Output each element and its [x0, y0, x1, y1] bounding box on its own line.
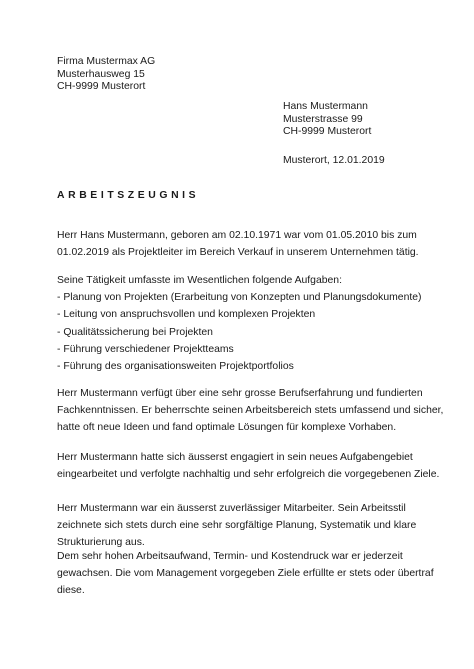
paragraph-line: Herr Mustermann verfügt über eine sehr grosse Berufserfahrung und fundierten [57, 388, 423, 399]
sender-city: CH-9999 Musterort [57, 81, 146, 92]
paragraph-line: Herr Mustermann war ein äusserst zuverlässiger Mitarbeiter. Sein Arbeitsstil [57, 503, 406, 514]
task-list-item: - Qualitätssicherung bei Projekten [57, 326, 213, 338]
paragraph-pressure [57, 548, 434, 600]
paragraph-line: 01.02.2019 als Projektleiter im Bereich Verkauf in unserem Unternehmen tätig. [57, 247, 419, 259]
paragraph-intro [57, 227, 419, 261]
paragraph-line: Seine Tätigkeit umfasste im Wesentlichen folgende Aufgaben: [57, 275, 342, 286]
paragraph-engagement [57, 449, 439, 483]
paragraph-line: hatte oft neue Ideen und fand optimale Lösungen für komplexe Vorhaben. [57, 422, 397, 434]
task-list-item: - Leitung von anspruchsvollen und komplexen Projekten [57, 309, 316, 321]
paragraph-line: gewachsen. Die vom Management vorgegeben Ziele erfüllte er stets oder übertraf [57, 568, 434, 580]
task-list-item: - Planung von Projekten (Erarbeitung von Konzepten und Planungsdokumente) [57, 292, 422, 304]
document-date: Musterort, 12.01.2019 [283, 155, 385, 166]
paragraph-line: zeichnete sich stets durch eine sehr sorgfältige Planung, Systematik und klare [57, 520, 417, 532]
paragraph-tasks [57, 272, 422, 375]
paragraph-experience [57, 385, 443, 437]
sender-company: Firma Mustermax AG [57, 56, 156, 67]
recipient-city: CH-9999 Musterort [283, 126, 372, 137]
paragraph-line: eingearbeitet und verfolgte nachhaltig und sehr erfolgreich die vorgegebenen Ziele. [57, 469, 440, 481]
recipient-name: Hans Mustermann [283, 101, 368, 112]
paragraph-line: Fachkenntnissen. Er beherrschte seinen Arbeitsbereich stets umfassend und sicher, [57, 405, 444, 417]
paragraph-line: diese. [57, 585, 85, 597]
sender-street: Musterhausweg 15 [57, 68, 145, 80]
document-title: ARBEITSZEUGNIS [57, 190, 200, 201]
paragraph-reliability [57, 500, 416, 552]
sender-address [57, 56, 155, 94]
recipient-address [283, 101, 371, 139]
task-list-item: - Führung des organisationsweiten Projektportfolios [57, 361, 294, 373]
paragraph-line: Dem sehr hohen Arbeitsaufwand, Termin- und Kostendruck war er jederzeit [57, 551, 403, 562]
paragraph-line: Herr Mustermann hatte sich äusserst engagiert in sein neues Aufgabengebiet [57, 452, 413, 463]
paragraph-line: Strukturierung aus. [57, 537, 145, 549]
task-list-item: - Führung verschiedener Projektteams [57, 343, 234, 355]
paragraph-line: Herr Hans Mustermann, geboren am 02.10.1971 war vom 01.05.2010 bis zum [57, 230, 417, 241]
recipient-street: Musterstrasse 99 [283, 113, 363, 125]
